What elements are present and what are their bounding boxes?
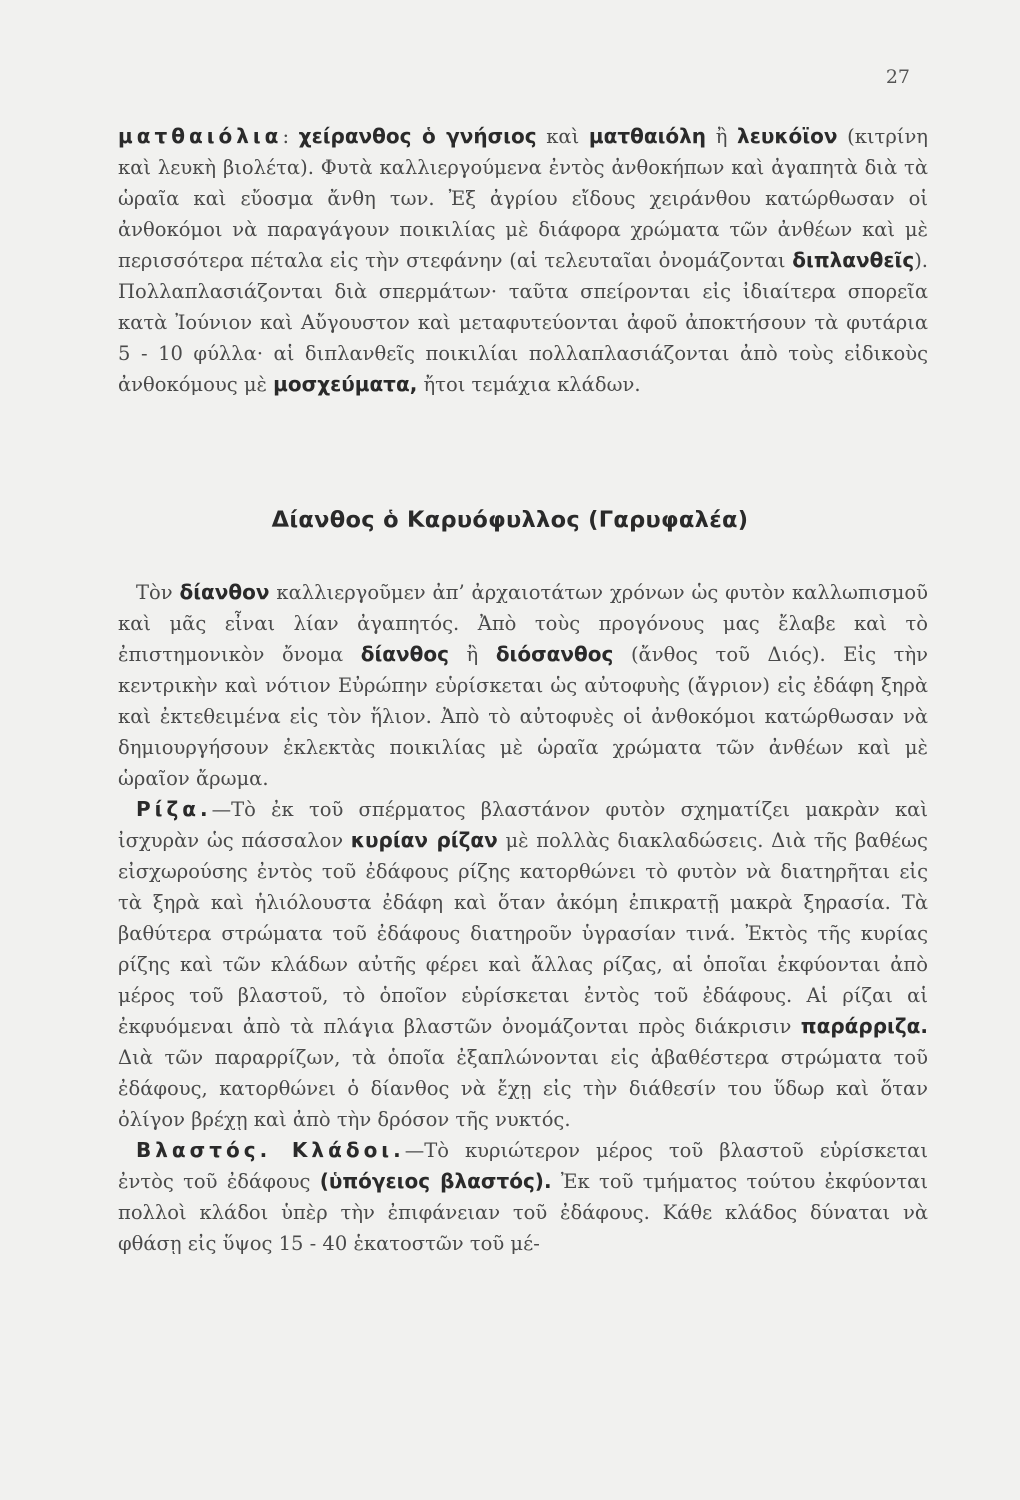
term-pararriza: παράρριζα. <box>800 1014 928 1038</box>
term-dianthon: δίανθον <box>179 580 270 604</box>
term-main-root: κυρίαν ρίζαν <box>350 828 498 852</box>
term-moscheumata: μοσχεύματα, <box>273 372 418 396</box>
paragraph-root: Ρίζα.—Τὸ ἐκ τοῦ σπέρματος βλαστάνον φυτὸν σχηματίζει μακρὰν καὶ ἰσχυρὰν ὡς πάσσαλον κυρίαν ρίζαν μὲ πολλὰς διακλαδώσεις. Διὰ τῆς βαθέως εἰσχωρούσης ἐντὸς τοῦ ἐδάφους ρίζης κατορθώνει τὸ φυτὸν νὰ διατηρῆται εἰς τὰ ξηρὰ καὶ ἡλιόλουστα ἐδάφη καὶ ὅταν ἀκόμη ἐπικρατῇ μακρὰ ξηρασία. Τὰ βαθύτερα στρώματα τοῦ ἐδάφους διατηροῦν ὑγρασίαν τινά. Ἐκτὸς τῆς κυρίας ρίζης καὶ τῶν κλάδων αὐτῆς φέρει καὶ ἄλλας ρίζας, αἱ ὁποῖαι ἐκφύονται ἀπὸ μέρος τοῦ βλαστοῦ, τὸ ὁποῖον εὑρίσκεται ἐντὸς τοῦ ἐδάφους. Αἱ ρίζαι αἱ ἐκφυόμεναι ἀπὸ τὰ πλάγια βλαστῶν ὀνομάζονται πρὸς διάκρισιν παράρριζα. Διὰ τῶν παραρρίζων, τὰ ὁποῖα ἐξαπλώνονται εἰς ἀβαθέστερα στρώματα τοῦ ἐδάφους, κατορθώνει ὁ δίανθος νὰ ἔχῃ εἰς τὴν διάθεσίν του ὕδωρ καὶ ὅταν ὀλίγον βρέχῃ καὶ ἀπὸ τὴν δρόσον τῆς νυκτός. <box>118 797 928 1131</box>
paragraph-stem: Βλαστός. Κλάδοι.—Τὸ κυριώτερον μέρος τοῦ βλαστοῦ εὑρίσκεται ἐντὸς τοῦ ἐδάφους (ὑπόγειος βλαστός). Ἐκ τοῦ τμήματος τούτου ἐκφύονται πολλοὶ κλάδοι ὑπὲρ τὴν ἐπιφάνειαν τοῦ ἐδάφους. Κάθε κλάδος δύναται νὰ φθάσῃ εἰς ὕψος 15 - 40 ἑκατοστῶν τοῦ μέ- <box>118 1138 928 1255</box>
term-underground-stem: (ὑπόγειος βλαστός). <box>319 1169 552 1193</box>
term-diosanthos: διόσανθος <box>495 642 614 666</box>
term-diplantheis: διπλανθεῖς <box>792 248 915 272</box>
subheading-stem: Βλαστός. Κλάδοι. <box>136 1138 405 1162</box>
subheading-root: Ρίζα. <box>136 797 212 821</box>
paragraph-matthiola: ματθαιόλια: χείρανθος ὁ γνήσιος καὶ ματθαιόλη ἢ λευκόϊον (κιτρίνη καὶ λευκὴ βιολέτα). Φυτὰ καλλιεργούμενα ἐντὸς ἀνθοκήπων καὶ ἀγαπητὰ διὰ τὰ ὡραῖα καὶ εὔοσμα ἄνθη των. Ἐξ ἀγρίου εἴδους χειράνθου κατώρθωσαν οἱ ἀνθοκόμοι νὰ παραγάγουν ποικιλίας μὲ διάφορα χρώματα τῶν ἀνθέων καὶ μὲ περισσότερα πέταλα εἰς τὴν στεφάνην (αἱ τελευταῖαι ὀνομάζονται διπλανθεῖς). Πολλαπλασιάζονται διὰ σπερμάτων· ταῦτα σπείρονται εἰς ἰδιαίτερα σπορεῖα κατὰ Ἰούνιον καὶ Αὔγουστον καὶ μεταφυτεύονται ἀφοῦ ἀποκτήσουν τὰ φυτάρια 5 - 10 φύλλα· αἱ διπλανθεῖς ποικιλίαι πολλαπλασιάζονται ἀπὸ τοὺς εἰδικοὺς ἀνθοκόμους μὲ μοσχεύματα, ἤτοι τεμάχια κλάδων. <box>118 124 928 396</box>
term-matthaioli: ματθαιόλη <box>588 124 707 148</box>
text-block-top <box>118 121 928 400</box>
term-cheiranthus: χείρανθος ὁ γνήσιος <box>298 124 537 148</box>
section-heading: Δίανθος ὁ Καρυόφυλλος (Γαρυφαλέα) <box>271 507 749 533</box>
term-matthiola: ματθαιόλια <box>118 124 283 148</box>
paragraph-dianthus-intro: Τὸν δίανθον καλλιεργοῦμεν ἀπ’ ἀρχαιοτάτων χρόνων ὡς φυτὸν καλλωπισμοῦ καὶ μᾶς εἶναι λίαν ἀγαπητός. Ἀπὸ τοὺς προγόνους μας ἔλαβε καὶ τὸ ἐπιστημονικὸν ὄνομα δίανθος ἢ διόσανθος (ἄνθος τοῦ Διός). Εἰς τὴν κεντρικὴν καὶ νότιον Εὐρώπην εὑρίσκεται ὡς αὐτοφυὴς (ἄγριον) εἰς ἐδάφη ξηρὰ καὶ ἐκτεθειμένα εἰς τὸν ἥλιον. Ἀπὸ τὸ αὐτοφυὲς οἱ ἀνθοκόμοι κατώρθωσαν νὰ δημιουργήσουν ἐκλεκτὰς ποικιλίας μὲ ὡραῖα χρώματα τῶν ἀνθέων καὶ μὲ ὡραῖον ἄρωμα. <box>118 580 928 790</box>
text-block-dianthus <box>118 577 928 1259</box>
page-number: 27 <box>885 66 910 88</box>
term-leukoion: λευκόϊον <box>737 124 838 148</box>
term-dianthos: δίανθος <box>360 642 449 666</box>
